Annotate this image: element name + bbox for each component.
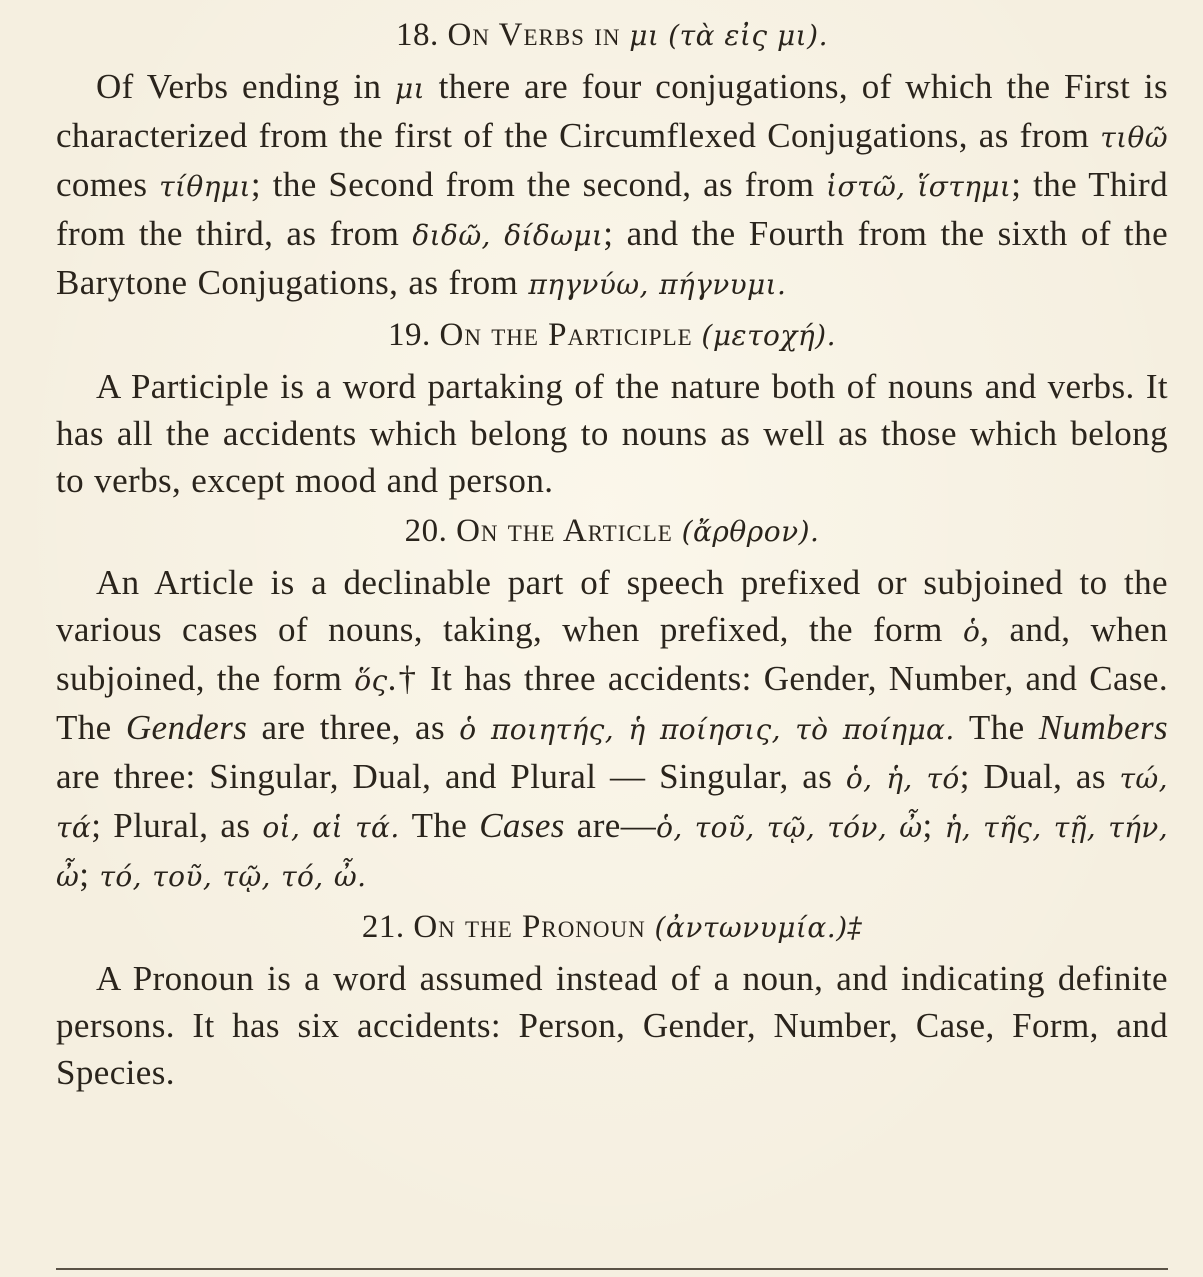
section-paragraph-20: An Article is a declinable part of speech prefixed or subjoined to the various cases of nouns, taking, when prefixed, the form ὁ, and, when subjoined, the form ὅς.† It has three accidents: Gender, Number, and Case. The Genders are three, as ὁ ποιητής, ἡ ποίησις, τὸ ποίημα. The Numbers are three: Singular, Dual, and Plural — Singular, as ὁ, ἡ, τό; Dual, as τώ, τά; Plural, as οἱ, αἱ τά. The Cases are—ὁ, τοῦ, τῷ, τόν, ὦ; ἡ, τῆς, τῇ, τήν, ὦ; τό, τοῦ, τῷ, τό, ὦ. [56, 563, 1169, 894]
greek-gloss: (τὰ εἰς μι). [668, 19, 828, 52]
greek-gloss: (ἀντωνυμία.)‡ [654, 911, 863, 944]
section-paragraph-21: A Pronoun is a word assumed instead of a noun, and indicating definite persons. It has six accidents: Person, Gender, Number, Case, Form, and Species. [56, 959, 1168, 1092]
section-number: 19. [388, 317, 431, 353]
section-number: 18. [396, 17, 439, 53]
section-heading-19 [56, 312, 1168, 359]
section-title: On the Participle [439, 317, 693, 353]
section-title: On Verbs in [447, 17, 621, 53]
greek-gloss: (ἄρθρον). [681, 515, 820, 548]
section-paragraph-18: Of Verbs ending in μι there are four conjugations, of which the First is characterized from the first of the Circumflexed Conjugations, as from τιθῶ comes τίθημι; the Second from the second, as from ἱστῶ, ἵστημι; the Third from the third, as from διδῶ, δίδωμι; and the Fourth from the sixth of the Barytone Conjugations, as from πηγνύω, πήγνυμι. [56, 67, 1169, 302]
section-heading-20 [56, 508, 1168, 555]
section-heading-21 [56, 904, 1168, 951]
section-paragraph-19: A Participle is a word partaking of the nature both of nouns and verbs. It has all the accidents which belong to nouns as well as those which belong to verbs, except mood and person. [56, 367, 1168, 500]
section-number: 20. [404, 513, 448, 549]
greek-gloss: (μετοχή). [701, 319, 836, 352]
section-title: On the Article [456, 513, 673, 549]
page-bottom-rule [56, 1268, 1168, 1270]
section-heading-18 [56, 12, 1168, 59]
text-column [56, 12, 1168, 1100]
greek-term: μι [629, 19, 660, 52]
section-number: 21. [361, 909, 405, 945]
section-title: On the Pronoun [413, 909, 646, 945]
